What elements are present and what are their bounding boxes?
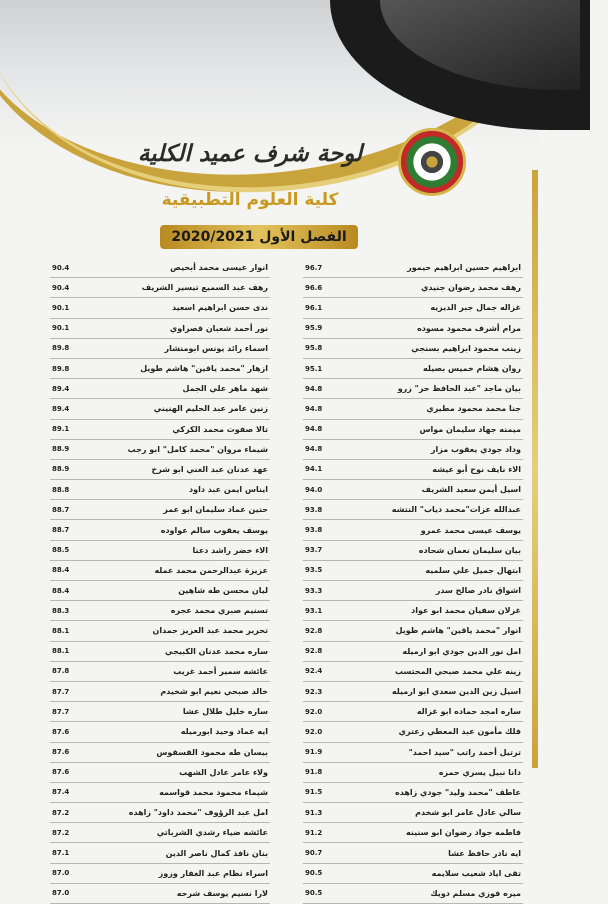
list-item bbox=[303, 420, 523, 440]
list-item bbox=[303, 339, 523, 359]
student-score: 93.8 bbox=[305, 505, 323, 514]
list-item bbox=[50, 642, 270, 662]
student-score: 94.8 bbox=[305, 384, 323, 393]
student-score: 88.7 bbox=[52, 526, 70, 535]
student-name: امل عبد الرؤوف "محمد داود" زاهده bbox=[128, 808, 268, 818]
list-item bbox=[303, 763, 523, 783]
student-name: يوسف عيسى محمد عمرو bbox=[420, 525, 521, 535]
student-score: 89.8 bbox=[52, 364, 70, 373]
student-name: بيان سليمان نعمان شحاده bbox=[418, 545, 521, 555]
list-item bbox=[303, 561, 523, 581]
student-score: 88.4 bbox=[52, 566, 70, 575]
student-name: شهد ماهر علي الجمل bbox=[182, 384, 268, 394]
student-name: رهف محمد رضوان جنيدي bbox=[421, 283, 521, 293]
student-name: بيان ماجد "عبد الحافظ حر" زرو bbox=[397, 384, 521, 394]
student-name: اسراء نظام عبد الغفار وزوز bbox=[158, 868, 268, 878]
student-name: اسماء رائد يونس ابومنشار bbox=[164, 343, 268, 353]
student-name: غزلان سفيان محمد ابو عواد bbox=[411, 606, 521, 616]
student-name: بيسان طه محمود القسقوس bbox=[156, 747, 268, 757]
student-score: 92.3 bbox=[305, 687, 323, 696]
list-item bbox=[50, 319, 270, 339]
student-name: عاطف "محمد وليد" جودي زاهده bbox=[394, 787, 521, 797]
student-score: 95.8 bbox=[305, 344, 323, 353]
student-name: انوار عيسى محمد أبحيص bbox=[170, 263, 268, 273]
list-item bbox=[303, 823, 523, 843]
faculty-name: كلية العلوم التطبيقية bbox=[161, 190, 339, 210]
student-name: ميمنه جهاد سليمان مواس bbox=[419, 424, 521, 434]
student-name: دانا نبيل يسري حمزه bbox=[438, 767, 521, 777]
student-name: ليان محسن طه شاهين bbox=[178, 586, 268, 596]
student-name: عزيزة عبدالرحمن محمد عمله bbox=[154, 565, 268, 575]
student-name: الاء خضر راشد دعنا bbox=[192, 545, 268, 555]
gold-side-bar bbox=[532, 170, 538, 768]
list-item bbox=[50, 541, 270, 561]
student-score: 87.0 bbox=[52, 869, 70, 878]
list-item bbox=[50, 823, 270, 843]
student-score: 88.9 bbox=[52, 445, 70, 454]
list-item bbox=[303, 682, 523, 702]
list-item bbox=[303, 662, 523, 682]
list-item bbox=[303, 278, 523, 298]
list-item bbox=[50, 520, 270, 540]
student-score: 89.8 bbox=[52, 344, 70, 353]
student-score: 88.7 bbox=[52, 505, 70, 514]
student-name: زينه علي محمد صبحي المحتسب bbox=[395, 666, 521, 676]
student-score: 87.6 bbox=[52, 768, 70, 777]
student-name: ساره امجد حماده ابو غزاله bbox=[416, 707, 521, 717]
student-score: 89.1 bbox=[52, 425, 70, 434]
list-item bbox=[50, 359, 270, 379]
list-item bbox=[303, 621, 523, 641]
student-score: 93.1 bbox=[305, 606, 323, 615]
list-item bbox=[50, 601, 270, 621]
student-name: شيماء مروان "محمد كامل" ابو رجب bbox=[127, 444, 268, 454]
student-score: 94.8 bbox=[305, 445, 323, 454]
list-item bbox=[303, 743, 523, 763]
student-name: ساره خليل طلال عشا bbox=[182, 707, 268, 717]
student-name: امل نور الدين جودي ابو ارميله bbox=[402, 646, 521, 656]
student-score: 92.8 bbox=[305, 647, 323, 656]
student-name: نور أحمد شعبان قصراوي bbox=[169, 323, 268, 333]
list-item bbox=[303, 581, 523, 601]
student-name: ايناس ايمن عبد داود bbox=[189, 485, 268, 495]
student-name: يوسف يعقوب سالم عواوده bbox=[160, 525, 268, 535]
list-item bbox=[50, 722, 270, 742]
student-score: 88.4 bbox=[52, 586, 70, 595]
student-score: 88.9 bbox=[52, 465, 70, 474]
student-name: تالا صفوت محمد الكركي bbox=[172, 424, 268, 434]
list-item bbox=[303, 520, 523, 540]
student-score: 95.1 bbox=[305, 364, 323, 373]
student-score: 96.6 bbox=[305, 283, 323, 292]
list-item bbox=[303, 258, 523, 278]
list-item bbox=[303, 298, 523, 318]
student-score: 87.1 bbox=[52, 849, 70, 858]
list-item bbox=[303, 601, 523, 621]
student-score: 90.1 bbox=[52, 324, 70, 333]
student-score: 94.1 bbox=[305, 465, 323, 474]
page-title: لوحة شرف عميد الكلية bbox=[137, 140, 363, 167]
student-score: 91.5 bbox=[305, 788, 323, 797]
student-score: 96.1 bbox=[305, 303, 323, 312]
list-item bbox=[303, 642, 523, 662]
list-item bbox=[50, 763, 270, 783]
student-score: 87.6 bbox=[52, 748, 70, 757]
list-item bbox=[50, 803, 270, 823]
university-logo bbox=[398, 128, 466, 196]
student-name: مرام أشرف محمود مسوده bbox=[417, 323, 521, 333]
student-name: تحرير محمد عبد العزيز حمدان bbox=[152, 626, 268, 636]
student-score: 87.0 bbox=[52, 889, 70, 898]
list-item bbox=[303, 500, 523, 520]
list-item bbox=[50, 460, 270, 480]
student-score: 91.3 bbox=[305, 808, 323, 817]
student-score: 90.4 bbox=[52, 283, 70, 292]
list-item bbox=[50, 743, 270, 763]
student-name: ولاء عامر عادل الشهب bbox=[179, 767, 268, 777]
student-name: ايه عماد وحيد ابورميله bbox=[180, 727, 268, 737]
student-name: ساره محمد عدنان الكبيجي bbox=[165, 646, 268, 656]
student-name: اسيل زين الدين سعدي ابو ارميله bbox=[391, 687, 521, 697]
student-name: زينب محمود ابراهيم بسنجي bbox=[411, 343, 521, 353]
student-name: شيماء محمود محمد قواسمه bbox=[159, 787, 268, 797]
list-item bbox=[303, 803, 523, 823]
student-name: غزاله جمال جبر الديريه bbox=[430, 303, 521, 313]
list-item bbox=[303, 379, 523, 399]
list-item bbox=[50, 561, 270, 581]
list-item bbox=[50, 783, 270, 803]
student-score: 88.5 bbox=[52, 546, 70, 555]
student-name: عهد عدنان عبد الغني ابو شرخ bbox=[151, 464, 268, 474]
student-name: ازهار "محمد ياقين" هاشم طويل bbox=[140, 364, 268, 374]
student-score: 92.8 bbox=[305, 626, 323, 635]
student-score: 91.9 bbox=[305, 748, 323, 757]
list-item bbox=[303, 319, 523, 339]
student-score: 90.4 bbox=[52, 263, 70, 272]
student-score: 90.1 bbox=[52, 303, 70, 312]
list-item bbox=[50, 420, 270, 440]
student-score: 90.7 bbox=[305, 849, 323, 858]
student-name: خالد صبحي نعيم ابو شخيدم bbox=[160, 687, 268, 697]
student-name: تسنيم صبري محمد عجره bbox=[170, 606, 268, 616]
list-item bbox=[50, 298, 270, 318]
list-item bbox=[50, 440, 270, 460]
student-score: 95.9 bbox=[305, 324, 323, 333]
list-item bbox=[50, 258, 270, 278]
student-score: 96.7 bbox=[305, 263, 323, 272]
list-item bbox=[50, 399, 270, 419]
student-score: 87.6 bbox=[52, 727, 70, 736]
list-item bbox=[50, 339, 270, 359]
student-name: ابراهيم حسين ابراهيم حيمور bbox=[407, 263, 521, 273]
list-item bbox=[50, 702, 270, 722]
student-score: 93.7 bbox=[305, 546, 323, 555]
list-item bbox=[303, 440, 523, 460]
student-name: روان هشام خميس بصيله bbox=[422, 364, 521, 374]
semester-text: الفصل الأول 2020/2021 bbox=[171, 229, 347, 245]
list-item bbox=[50, 864, 270, 884]
student-score: 88.3 bbox=[52, 606, 70, 615]
student-score: 87.8 bbox=[52, 667, 70, 676]
list-item bbox=[303, 722, 523, 742]
student-score: 91.8 bbox=[305, 768, 323, 777]
student-score: 91.2 bbox=[305, 828, 323, 837]
student-name: فلك مأمون عبد المعطي زعتري bbox=[398, 727, 521, 737]
list-item bbox=[50, 500, 270, 520]
student-name: عائشه ضياء رشدي الشرباتي bbox=[156, 828, 268, 838]
student-score: 87.7 bbox=[52, 687, 70, 696]
student-score: 92.4 bbox=[305, 667, 323, 676]
student-score: 88.1 bbox=[52, 647, 70, 656]
student-name: ميره فوزي مسلم دويك bbox=[430, 888, 521, 898]
student-name: ايه نادر حافظ عشا bbox=[448, 848, 521, 858]
student-score: 92.0 bbox=[305, 707, 323, 716]
student-score: 87.2 bbox=[52, 808, 70, 817]
list-item bbox=[303, 843, 523, 863]
student-score: 93.5 bbox=[305, 566, 323, 575]
list-item bbox=[303, 864, 523, 884]
student-score: 90.5 bbox=[305, 869, 323, 878]
list-item bbox=[303, 359, 523, 379]
student-name: الاء نايف نوح أبو عيشه bbox=[432, 464, 521, 474]
student-score: 87.2 bbox=[52, 828, 70, 837]
student-score: 87.7 bbox=[52, 707, 70, 716]
student-name: زنين عامر عبد الحليم الهنيني bbox=[153, 404, 268, 414]
list-item bbox=[50, 621, 270, 641]
student-name: بنان نافذ كمال ناصر الدين bbox=[165, 848, 268, 858]
list-item bbox=[50, 884, 270, 904]
student-name: تقى اياد شعيب سلايمه bbox=[431, 868, 521, 878]
student-name: اسيل أيمن سعيد الشريف bbox=[421, 485, 521, 495]
list-item bbox=[50, 480, 270, 500]
student-score: 89.4 bbox=[52, 384, 70, 393]
list-item bbox=[303, 541, 523, 561]
list-item bbox=[303, 399, 523, 419]
student-score: 94.0 bbox=[305, 485, 323, 494]
student-name: وداد جودي يعقوب مزار bbox=[430, 444, 521, 454]
student-name: انوار "محمد ياقين" هاشم طويل bbox=[395, 626, 521, 636]
student-name: لارا نسيم يوسف شرحه bbox=[176, 888, 268, 898]
list-item bbox=[303, 884, 523, 904]
list-item bbox=[303, 783, 523, 803]
student-name: فاطمه جواد رضوان ابو سنينه bbox=[406, 828, 521, 838]
logo-emblem-icon bbox=[419, 149, 445, 175]
student-score: 94.8 bbox=[305, 404, 323, 413]
list-item bbox=[50, 682, 270, 702]
honor-list-right bbox=[303, 258, 523, 904]
list-item bbox=[50, 843, 270, 863]
student-name: رهف عبد السميع تيسير الشريف bbox=[141, 283, 268, 293]
student-name: اشواق نادر صالح سدر bbox=[435, 586, 521, 596]
list-item bbox=[303, 480, 523, 500]
student-name: ندى حسن ابراهيم اسعيد bbox=[172, 303, 268, 313]
semester-label bbox=[160, 225, 358, 249]
list-item bbox=[50, 278, 270, 298]
student-name: سالي عادل عامر ابو شخدم bbox=[415, 808, 521, 818]
student-name: ابتهال جميل علي سلميه bbox=[425, 565, 521, 575]
student-score: 88.8 bbox=[52, 485, 70, 494]
student-name: جنا محمد محمود مطيري bbox=[426, 404, 521, 414]
list-item bbox=[303, 460, 523, 480]
honor-list-left bbox=[50, 258, 270, 904]
student-score: 89.4 bbox=[52, 404, 70, 413]
student-score: 94.8 bbox=[305, 425, 323, 434]
list-item bbox=[50, 379, 270, 399]
student-name: ترتيل أحمد راتب "سيد احمد" bbox=[408, 747, 521, 757]
student-score: 87.4 bbox=[52, 788, 70, 797]
list-item bbox=[50, 662, 270, 682]
student-name: حنين عماد سليمان ابو عمر bbox=[163, 505, 268, 515]
student-score: 92.0 bbox=[305, 727, 323, 736]
list-item bbox=[50, 581, 270, 601]
student-score: 93.8 bbox=[305, 526, 323, 535]
student-name: عائشه سمير أحمد غريب bbox=[173, 666, 268, 676]
student-score: 90.5 bbox=[305, 889, 323, 898]
list-item bbox=[303, 702, 523, 722]
student-score: 93.3 bbox=[305, 586, 323, 595]
student-name: عبدالله عزات"محمد دياب" النتشه bbox=[391, 505, 521, 515]
student-score: 88.1 bbox=[52, 626, 70, 635]
